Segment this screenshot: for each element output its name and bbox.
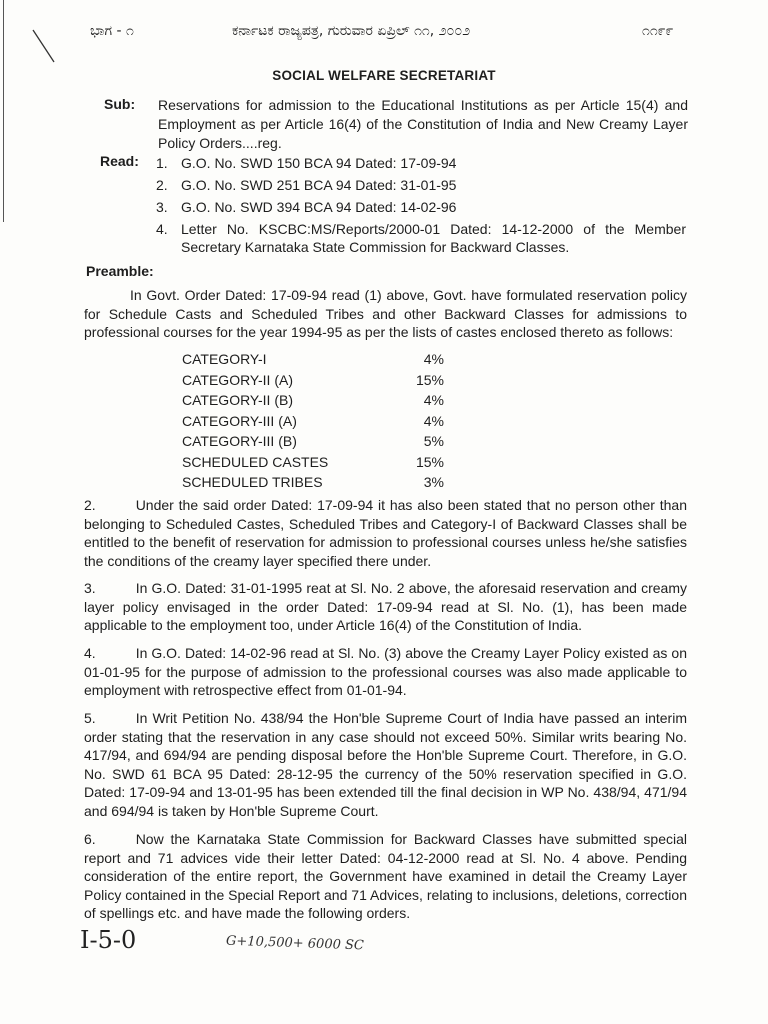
read-item: 2. G.O. No. SWD 251 BCA 94 Dated: 31-01-95: [156, 177, 457, 193]
handwritten-note: G+10,500+ 6000 SC: [225, 933, 365, 954]
scan-pen-mark: [30, 28, 60, 68]
handwritten-reference: I-5-0: [80, 926, 137, 954]
category-row: CATEGORY-I 4%: [182, 351, 444, 368]
category-row: CATEGORY-III (A) 4%: [182, 412, 444, 429]
category-row: CATEGORY-II (B) 4%: [182, 392, 444, 409]
read-item: 1. G.O. No. SWD 150 BCA 94 Dated: 17-09-94: [156, 155, 457, 171]
category-row: SCHEDULED CASTES 15%: [182, 453, 444, 470]
paragraph-6: 6. Now the Karnataka State Commission for Backward Classes have submitted special report and 71 advices vide their letter Dated: 04-12-2000 read at Sl. No. 4 above. Pending consideration of the entire report, the Government have examined in detail the Creamy Layer Policy contained in the Special Report and 71 Advices, relating to inclusions, deletions, correction of spellings etc. and have made the following orders.: [84, 831, 687, 921]
page-title: SOCIAL WELFARE SECRETARIAT: [272, 68, 496, 83]
header-page-number: ೧೧೯೯: [642, 23, 674, 39]
header-part: ಭಾಗ - ೧: [90, 23, 134, 39]
paragraph-2: 2. Under the said order Dated: 17-09-94 it has also been stated that no person other than belonging to Scheduled Castes, Scheduled Tribes and Category-I of Backward Classes shall be entitled to the benefit of reservation for admission to professional courses unless he/she satisfies the conditions of the creamy layer specified there under.: [84, 497, 687, 569]
scan-edge-line: [3, 0, 4, 222]
read-item: 3. G.O. No. SWD 394 BCA 94 Dated: 14-02-96: [156, 199, 457, 215]
reservation-category-table: [182, 349, 444, 493]
subject-text: Reservations for admission to the Educational Institutions as per Article 15(4) and Employment as per Article 16(4) of the Constitution of India and New Creamy Layer Policy Orders....reg.: [158, 97, 688, 151]
read-label: Read:: [100, 153, 139, 169]
header-gazette-title: ಕರ್ನಾಟಕ ರಾಜ್ಯಪತ್ರ, ಗುರುವಾರ ಏಪ್ರಿಲ್ ೧೧, ೨೦೦೨: [232, 23, 471, 39]
category-row: SCHEDULED TRIBES 3%: [182, 474, 444, 491]
category-row: CATEGORY-II (A) 15%: [182, 371, 444, 388]
paragraph-4: 4. In G.O. Dated: 14-02-96 read at Sl. No. (3) above the Creamy Layer Policy existed as on 01-01-95 for the purpose of admission to the professional courses was also made applicable to employment with retrospective effect from 01-01-94.: [84, 645, 687, 698]
read-list: [156, 154, 686, 256]
preamble-label: Preamble:: [86, 263, 154, 279]
preamble-text: In Govt. Order Dated: 17-09-94 read (1) above, Govt. have formulated reservation policy for Schedule Casts and Scheduled Tribes and other Backward Classes for admissions to professional courses for the year 1994-95 as per the lists of castes enclosed thereto as follows:: [84, 287, 687, 340]
read-item: 4. Letter No. KSCBC:MS/Reports/2000-01 Dated: 14-12-2000 of the Member Secretary Karnataka State Commission for Backward Classes.: [156, 221, 686, 255]
paragraph-3: 3. In G.O. Dated: 31-01-1995 reat at Sl. No. 2 above, the aforesaid reservation and creamy layer policy envisaged in the order Dated: 17-09-94 read at Sl. No. (1), has been made applicable to the employment too, under Article 16(4) of the Constitution of India.: [84, 580, 687, 633]
category-row: CATEGORY-III (B) 5%: [182, 433, 444, 450]
subject-label: Sub:: [104, 96, 136, 112]
paragraph-5: 5. In Writ Petition No. 438/94 the Hon'ble Supreme Court of India have passed an interim order stating that the reservation in any case should not exceed 50%. Similar writs bearing No. 417/94, and 694/94 are pending disposal before the Hon'ble Supreme Court. Therefore, in G.O. No. SWD 61 BCA 95 Dated: 28-12-95 the currency of the 50% reservation specified in G.O. Dated: 17-09-94 and 13-01-95 has been extended till the final decision in WP No. 438/94, 471/94 and 694/94 is taken by Hon'ble Supreme Court.: [84, 710, 687, 819]
